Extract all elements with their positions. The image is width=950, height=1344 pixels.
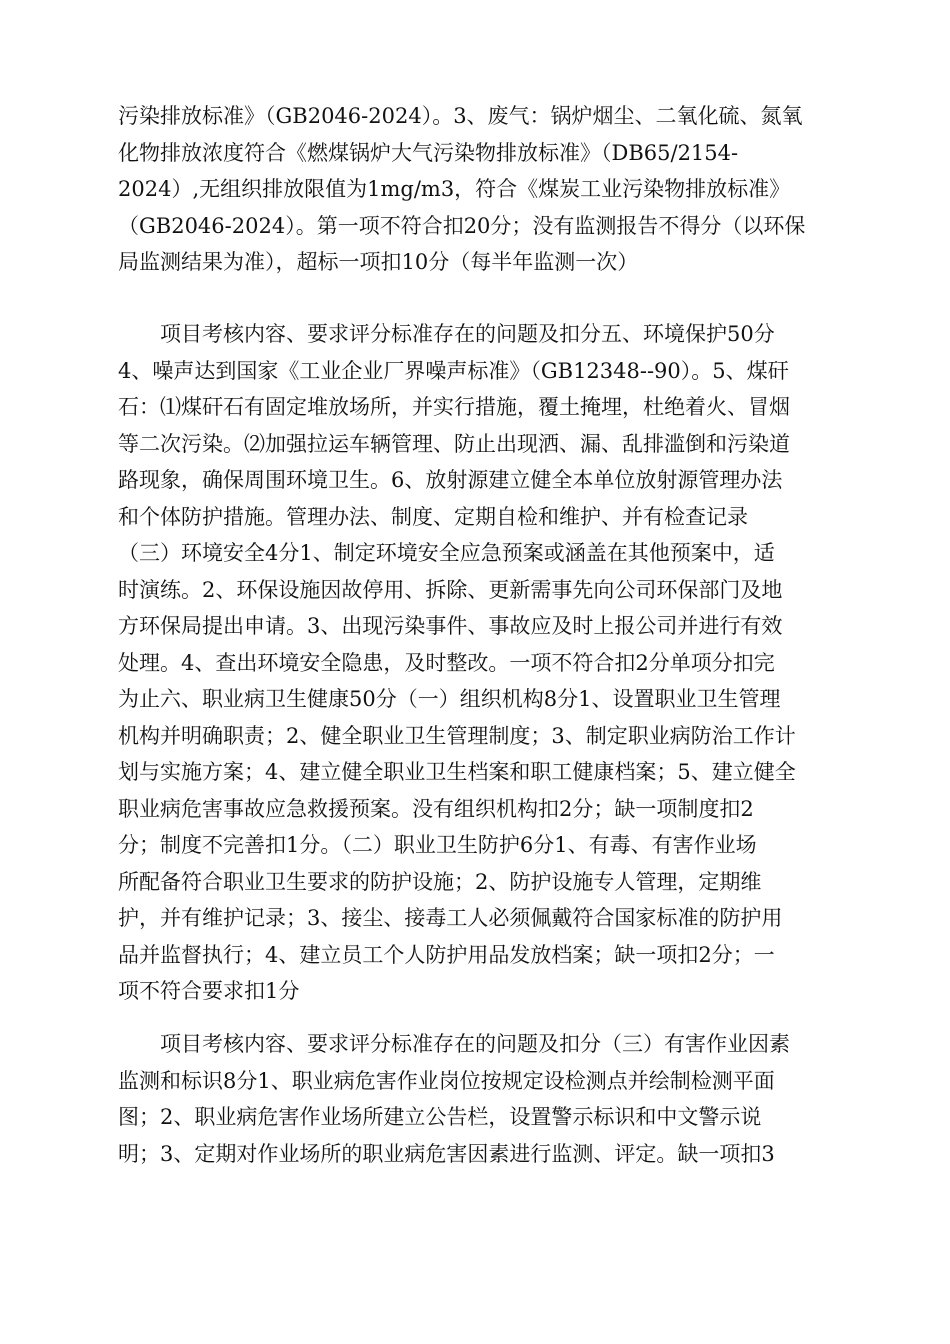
paragraph-environment-and-occupational-health <box>118 316 838 1010</box>
text-line: 石：⑴煤矸石有固定堆放场所，并实行措施，覆土掩埋，杜绝着火、冒烟 <box>118 395 790 419</box>
text-line: 项不符合要求扣1分 <box>118 979 300 1003</box>
text-line: 划与实施方案；4、建立健全职业卫生档案和职工健康档案；5、建立健全 <box>118 760 796 784</box>
text-line: 污染排放标准》（GB2046-2024）。3、废气：锅炉烟尘、二氧化硫、氮氧 <box>118 104 803 128</box>
text-line: 机构并明确职责；2、健全职业卫生管理制度；3、制定职业病防治工作计 <box>118 723 796 748</box>
text-line: 方环保局提出申请。3、出现污染事件、事故应及时上报公司并进行有效 <box>118 614 783 638</box>
text-line: 职业病危害事故应急救援预案。没有组织机构扣2分；缺一项制度扣2 <box>118 796 754 821</box>
paragraph-hazard-monitoring <box>118 1026 838 1172</box>
text-line: （GB2046-2024）。第一项不符合扣20分；没有监测报告不得分（以环保 <box>118 213 806 238</box>
text-line: 所配备符合职业卫生要求的防护设施；2、防护设施专人管理，定期维 <box>118 869 762 894</box>
text-line: 品并监督执行；4、建立员工个人防护用品发放档案；缺一项扣2分；一 <box>118 942 775 967</box>
text-line: 图；2、职业病危害作业场所建立公告栏，设置警示标识和中文警示说 <box>118 1105 762 1129</box>
paragraph-emission-standards <box>118 98 838 281</box>
text-line: 项目考核内容、要求评分标准存在的问题及扣分五、环境保护50分 <box>160 322 775 346</box>
text-line: 2024）,无组织排放限值为1mg/m3，符合《煤炭工业污染物排放标准》 <box>118 177 791 201</box>
text-line: 局监测结果为准），超标一项扣10分（每半年监测一次） <box>118 250 639 274</box>
text-line: 路现象，确保周围环境卫生。6、放射源建立健全本单位放射源管理办法 <box>118 468 783 492</box>
text-line: 明；3、定期对作业场所的职业病危害因素进行监测、评定。缺一项扣3 <box>118 1141 775 1166</box>
text-line: 分；制度不完善扣1分。（二）职业卫生防护6分1、有毒、有害作业场 <box>118 833 757 857</box>
text-line: 等二次污染。⑵加强拉运车辆管理、防止出现洒、漏、乱排滥倒和污染道 <box>118 431 790 456</box>
text-line: 化物排放浓度符合《燃煤锅炉大气污染物排放标准》（DB65/2154- <box>118 140 739 165</box>
text-line: 为止六、职业病卫生健康50分（一）组织机构8分1、设置职业卫生管理 <box>118 687 781 711</box>
text-line: 时演练。2、环保设施因故停用、拆除、更新需事先向公司环保部门及地 <box>118 577 783 602</box>
text-line: 和个体防护措施。管理办法、制度、定期自检和维护、并有检查记录 <box>118 504 748 529</box>
text-line: 护，并有维护记录；3、接尘、接毒工人必须佩戴符合国家标准的防护用 <box>118 906 783 930</box>
text-line: 项目考核内容、要求评分标准存在的问题及扣分（三）有害作业因素 <box>160 1032 790 1056</box>
text-line: 监测和标识8分1、职业病危害作业岗位按规定设检测点并绘制检测平面 <box>118 1068 775 1093</box>
text-line: （三）环境安全4分1、制定环境安全应急预案或涵盖在其他预案中，适 <box>118 541 775 565</box>
text-line: 4、噪声达到国家《工业企业厂界噪声标准》（GB12348--90）。5、煤矸 <box>118 358 789 383</box>
text-line: 处理。4、查出环境安全隐患，及时整改。一项不符合扣2分单项分扣完 <box>118 650 775 675</box>
